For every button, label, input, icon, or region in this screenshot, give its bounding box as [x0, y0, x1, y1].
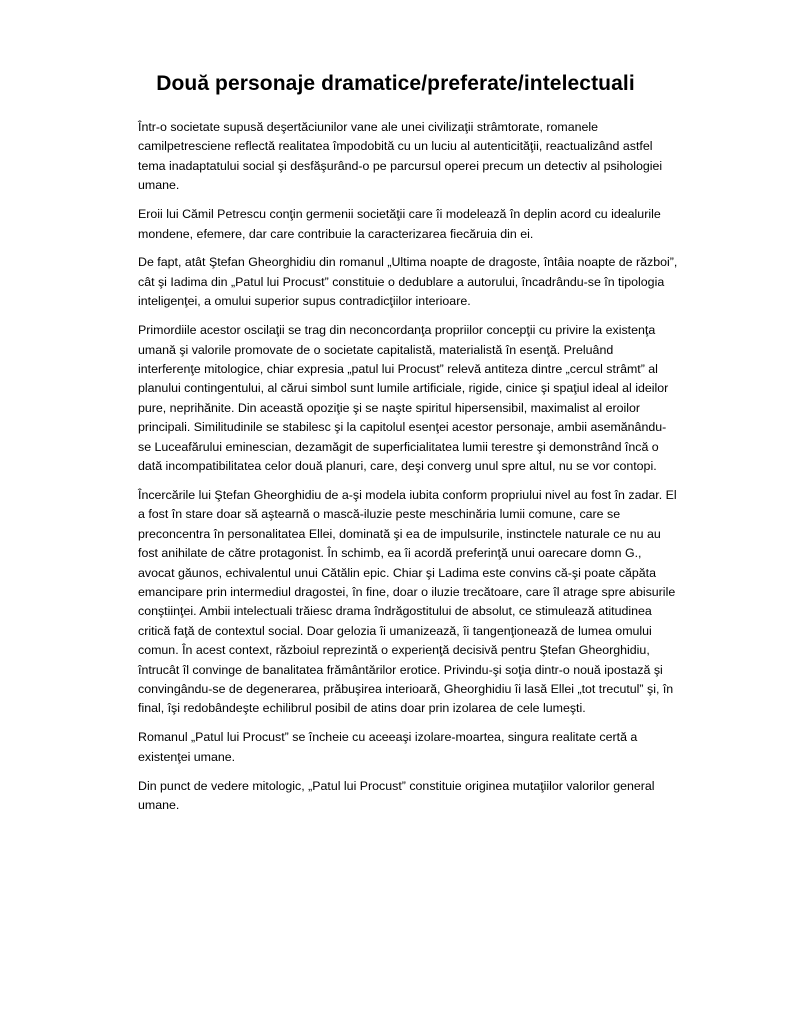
paragraph-7: Din punct de vedere mitologic, „Patul lui Procust” constituie originea mutaţiilor valorilor general umane. [138, 778, 655, 812]
paragraph-1: Într-o societate supusă deşertăciunilor vane ale unei civilizaţii strâmtorate, romanele camilpetresciene reflectă realitatea împodobită cu un luciu al autenticităţii, reactualizând astfel tema inadaptatului social şi desfăşurând-o pe parcursul operei precum un detectiv al psihologiei umane. [138, 120, 663, 193]
paragraph-3: De fapt, atât Ştefan Gheorghidiu din romanul „Ultima noapte de dragoste, întâia noapte de război”, cât şi Iadima din „Patul lui Procust” constituie o dedublare a autorului, încadrându-se în tipologia inteligenţei, a omului superior supus contradicţiilor interioare. [138, 255, 678, 309]
paragraph-5: Încercările lui Ştefan Gheorghidiu de a-şi modela iubita conform propriului nivel au fost în zadar. El a fost în stare doar să aştearnă o mască-iluzie peste meschinăria lumii comune, care se preconcentra în personalitatea Ellei, dominată şi ea de impulsurile, instinctele naturale ce nu au fost anihilate de către protagonist. În schimb, ea îi acordă preferinţă unui oarecare domn G., avocat găunos, echivalentul unui Cătălin epic. Chiar şi Ladima este convins că-şi poate căpăta emancipare prin intermediul dragostei, în fine, doar o iluzie trecătoare, care îl atrage spre abisurile conştiinţei. Ambii intelectuali trăiesc drama îndrăgostitului de absolut, ce stimulează atitudinea critică faţă de contextul social. Doar gelozia îi umanizează, îi tangenţionează de lumea omului comun. În acest context, războiul reprezintă o experienţă decisivă pentru Ştefan Gheorghidiu, întrucât îl convinge de banalitatea frământărilor erotice. Privindu-şi soţia dintr-o nouă ipostază şi convingându-se de degenerarea, prăbuşirea interioară, Gheorghidiu îi lasă Ellei „tot trecutul” şi, în final, îşi redobândeşte echilibrul posibil de atins doar prin izolarea de cele lumeşti. [138, 487, 677, 716]
paragraph-4: Primordiile acestor oscilaţii se trag din neconcordanţa propriilor concepţii cu privire la existenţa umană şi valorile promovate de o societate capitalistă, materialistă în esenţă. Preluând interferenţe mitologice, chiar expresia „patul lui Procust” relevă antiteza dintre „cercul strâmt” al planului contingentului, al cărui simbol sunt lumile artificiale, rigide, cinice şi spaţiul ideal al ideilor pure, neprihănite. Din această opoziţie şi se naşte spiritul hipersensibil, maximalist al eroilor principali. Similitudinile se stabilesc şi la capitolul esenţei acestor personaje, ambii asemănându-se Luceafărului eminescian, dezamăgit de superficialitatea lumii terestre şi demonstrând încă o dată incompatibilitatea celor două planuri, care, deşi converg unul spre altul, nu se vor contopi. [138, 323, 669, 473]
paragraph-2: Eroii lui Cămil Petrescu conţin germenii societăţii care îi modelează în deplin acord cu idealurile mondene, efemere, dar care contribuie la caracterizarea fiecăruia din ei. [138, 207, 661, 241]
document-body [138, 118, 678, 825]
paragraph-6: Romanul „Patul lui Procust” se încheie cu aceeaşi izolare-moartea, singura realitate certă a existenţei umane. [138, 730, 638, 764]
document-title: Două personaje dramatice/preferate/intelectuali [156, 72, 635, 95]
